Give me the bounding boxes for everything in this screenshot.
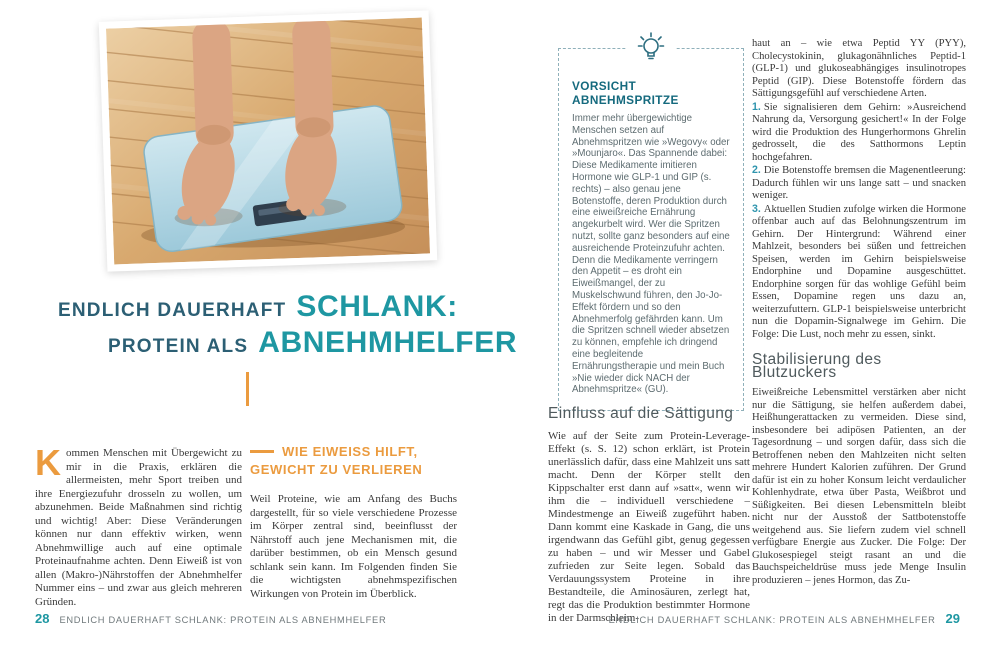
item-2-text: Die Botenstoffe bremsen die Magenentleerung: Dadurch fühlen wir uns lange satt – und snacken weniger. xyxy=(752,165,966,201)
item-1-text: Sie signalisieren dem Gehirn: »Ausreichend Nahrung da, Versorgung gesichert!« In der Folge wird die Produktion des Hungerhormons Ghrelin gedrosselt, die des Satthormons Leptin hochgefahren. xyxy=(752,101,966,163)
section-saettigung xyxy=(548,405,750,625)
orange-divider-bar xyxy=(246,372,249,406)
warning-callout-box xyxy=(558,48,744,411)
feet-on-scale-photo xyxy=(99,10,438,271)
left-second-column xyxy=(250,443,457,601)
item-2-number: 2. xyxy=(752,164,761,176)
right-outer-column xyxy=(752,38,966,587)
item-3-text: Aktuellen Studien zufolge wirken die Hormone offenbar auch auf das Belohnungszentrum im Gehirn. Der Hintergrund: Während einer Mahlzeit, besonders bei süßen und fettreichen Speisen, werden im Gehirn beispielsweise Endorphine und Dopamine ausgeschüttet. Endorphine sorgen für das wohlige Gefühl beim Essen, Dopamine regen uns dazu an, weiterzufuttern. GLP-1 beispielsweise unterbricht nun die Dopamin-Signalwege im Gehirn. Die Folge: Die Lust, noch mehr zu essen, sinkt. xyxy=(752,203,966,340)
title-small-1: ENDLICH DAUERHAFT xyxy=(58,300,287,321)
item-3-number: 3. xyxy=(752,202,761,215)
title-large-1: SCHLANK: xyxy=(296,290,458,323)
callout-body: Immer mehr übergewichtige Menschen setzen auf Abnehmspritzen wie »Wegovy« oder »Mounjaro«. Das Spannende dabei: Diese Medikamente imitieren Hormone wie GLP-1 und GIP (s. rechts) – also genau jene Botenstoffe, deren Produktion durch eine eiweißreiche Ernährung angekurbelt wird. Wer die Spritzen nutzt, sollte ganz besonders auf eine ausreichende Proteinzufuhr achten. Denn die Medikamente verringern den Appetit – es droht ein Eiweißmangel, der zu Muskelschwund führen, den Jo-Jo-Effekt fördern und so den Abnehmerfolg gefährden kann. Um die Spritzen schnell wieder absetzen zu können, empfehle ich dringend eine begleitende Ernährungstherapie und mein Buch »Nie wieder dick NACH der Abnehmspritze« (GU). xyxy=(572,113,730,396)
numbered-item-1 xyxy=(752,101,966,165)
subsection-heading-line2: GEWICHT ZU VERLIEREN xyxy=(250,462,423,477)
section-blutzucker-text: Eiweißreiche Lebensmittel verstärken aber nicht nur die Sättigung, sie helfen außerdem dabei, Heißhungerattacken zu vermeiden. Diese sind, insbesondere bei adipösen Patienten, an der Tagesordnung – und sorgen dafür, dass sich die Betroffenen neben den Mahlzeiten nicht selten mehrere Hundert Kalorien zuführen. Der Grund dafür ist ein zu hoher Konsum leicht verdaulicher Kohlenhydrate, etwa über Pasta, Weißbrot und Süßigkeiten. Bei diesen Lebensmitteln bleibt nicht nur der Ausstoß der Sattbotenstoffe weitgehend aus. Sie liefern zudem viel schnell verfügbare Energie aus Zucker. Die Folge: Der Glukosespiegel steigt rasant an und die Bauchspeicheldrüse muss jede Menge Insulin produzieren – jenes Hormon, das Zu- xyxy=(752,387,966,586)
subsection-text: Weil Proteine, wie am Anfang des Buchs dargestellt, für so viele verschiedene Prozesse im Körper zentral sind, beeinflusst der Nährstoff auch jene Mechanismen mit, die darüber bestimmen, ob ein Mensch gesund schlank sein kann. Im Folgenden finden Sie die wichtigsten abnehmspezifischen Wirkungen von Protein im Überblick. xyxy=(250,493,457,600)
section-saettigung-heading: Einfluss auf die Sättigung xyxy=(548,405,734,422)
left-intro-column xyxy=(35,442,242,609)
left-page-number: 28 xyxy=(35,611,50,626)
numbered-item-3 xyxy=(752,203,966,342)
drop-cap: K xyxy=(35,442,61,483)
section-saettigung-text: Wie auf der Seite zum Protein-Leverage-Effekt (s. S. 12) schon erklärt, ist Protein unerlässlich dafür, dass eine Mahlzeit uns satt macht. Denn der Körper stellt den Kippschalter erst dann auf »satt«, wenn wir ihm die – individuell verschiedene – Mindestmenge an Eiweiß zugeführt haben. Dann kommt eine Kaskade in Gang, die uns irgendwann das Gefühl gibt, genug gegessen zu haben – und wir Messer und Gabel zufrieden zur Seite legen. Sobald das Verdauungssystem Proteine in ihre Bestandteile, die Aminosäuren, zerlegt hat, regt das die Produktion bestimmter Hormone in der Darmschleim- xyxy=(548,430,750,624)
intro-paragraph xyxy=(35,442,242,609)
left-footer xyxy=(35,611,386,626)
item-1-number: 1. xyxy=(752,100,761,113)
title-small-2: PROTEIN ALS xyxy=(108,336,249,357)
right-page-number: 29 xyxy=(945,611,960,626)
section-blutzucker-heading: Stabilisierung des Blutzuckers xyxy=(752,351,882,381)
subsection-heading-line1: WIE EIWEISS HILFT, xyxy=(282,444,418,459)
hormones-paragraph: haut an – wie etwa Peptid YY (PYY), Cholecystokinin, glukagonähnliches Peptid-1 (GLP-1) und glukoseabhängiges insulinotropes Peptid (GIP). Diese Botenstoffe fördern das Sättigungsgefühl auf verschiedene Arten. xyxy=(752,38,966,99)
page-title-line1 xyxy=(58,290,458,324)
numbered-item-2 xyxy=(752,164,966,203)
orange-dash-icon xyxy=(250,450,274,453)
intro-text: ommen Menschen mit Übergewicht zu mir in die Praxis, erklären die allermeisten, mehr Sport treiben und ihre Energiezufuhr drosseln zu wollen, um abzunehmen. Beide Maßnahmen sind richtig und wichtig! Aber: Diese Veränderungen können nur dann effektiv wirken, wenn Abnehmwillige auch auf eine optimale Proteinaufnahme achten. Denn Eiweiß ist von allen (Makro-)Nährstoffen der Abnehmhelfer Nummer eins – und zwar aus gleich mehreren Gründen. xyxy=(35,447,242,608)
feet-on-scale-illustration xyxy=(106,18,430,265)
left-running-title: ENDLICH DAUERHAFT SCHLANK: PROTEIN ALS ABNEHMHELFER xyxy=(59,615,387,625)
title-large-2: ABNEHMHELFER xyxy=(258,326,518,359)
lightbulb-icon xyxy=(626,31,676,67)
right-running-title: ENDLICH DAUERHAFT SCHLANK: PROTEIN ALS ABNEHMHELFER xyxy=(608,615,936,625)
right-footer xyxy=(560,611,960,626)
subsection-heading xyxy=(250,443,457,479)
page-title-line2 xyxy=(108,326,517,360)
callout-title: VORSICHT ABNEHMSPRITZE xyxy=(572,79,679,107)
